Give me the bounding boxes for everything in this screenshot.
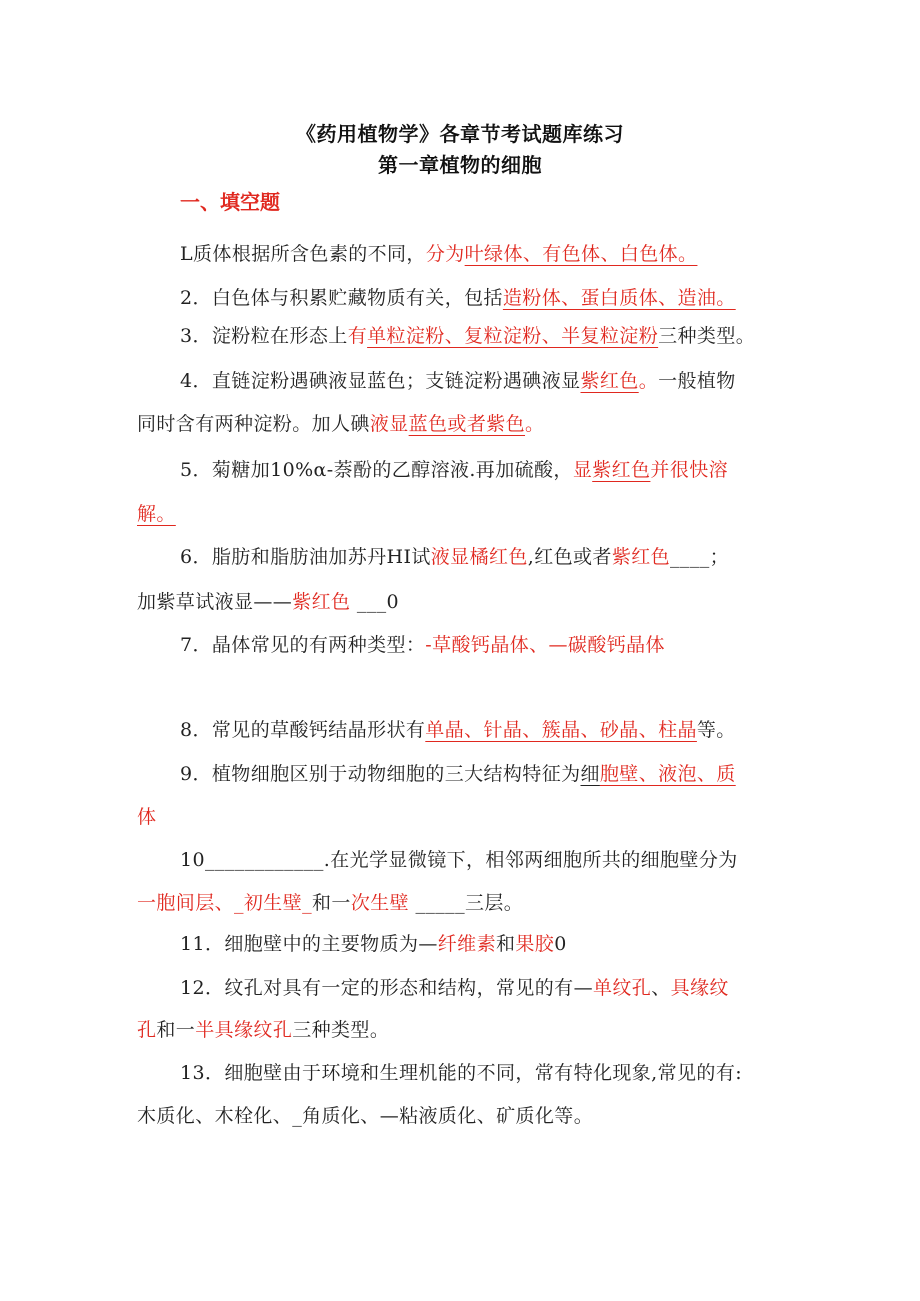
question-text: 三种类型。 — [658, 325, 756, 347]
question-text: 0 — [554, 933, 567, 955]
question-line — [180, 289, 736, 308]
answer-text: 果胶 — [515, 933, 555, 955]
question-line — [180, 721, 736, 740]
question-text: 和 — [495, 933, 516, 955]
question-line — [137, 1021, 389, 1040]
question-text: 三种类型。 — [292, 1019, 390, 1041]
question-text: 木质化、木栓化、_角质化、—粘液质化、矿质化等。 — [137, 1105, 594, 1127]
answer-text: 紫红色 — [292, 591, 351, 613]
question-line — [137, 894, 523, 913]
answer-text: 单晶、针晶、簇晶、砂晶、柱晶 — [425, 719, 697, 741]
question-line — [137, 505, 176, 524]
answer-text: 体 — [137, 806, 157, 828]
question-line — [180, 1064, 742, 1083]
question-text: 细 — [580, 763, 600, 785]
question-line — [180, 979, 729, 998]
question-text: 同时含有两种淀粉。加人碘 — [137, 413, 370, 435]
question-text: ___0 — [350, 591, 400, 613]
question-text: ,红色或者 — [527, 546, 612, 568]
question-text: L质体根据所含色素的不同， — [180, 243, 426, 265]
question-line — [180, 372, 736, 391]
question-line — [180, 548, 729, 567]
question-text: 8．常见的草酸钙结晶形状有 — [180, 719, 426, 741]
answer-text: 分为 — [425, 243, 465, 265]
answer-text: 显 — [572, 459, 593, 481]
question-text: 12．纹孔对具有一定的形态和结构，常见的有— — [180, 977, 593, 999]
question-text: 等。 — [696, 719, 736, 741]
answer-text: 有 — [347, 325, 368, 347]
answer-text: -草酸钙晶体、—碳酸钙晶体 — [425, 634, 665, 656]
question-line — [180, 765, 736, 784]
question-text: 7．晶体常见的有两种类型： — [180, 634, 426, 656]
question-text: 13．细胞壁由于环境和生理机能的不同，常有特化现象,常见的有: — [180, 1062, 743, 1084]
question-text: 和一 — [156, 1019, 196, 1041]
question-text: 5．菊糖加10%α-萘酚的乙醇溶液.再加硫酸， — [180, 459, 573, 481]
question-text: 和一 — [312, 892, 351, 914]
answer-text: 液显橘 — [430, 546, 489, 568]
question-line — [180, 851, 738, 870]
answer-text: 紫红色 — [611, 546, 671, 568]
question-line — [137, 808, 156, 827]
answer-text: 具缘纹 — [670, 977, 729, 999]
document-title: 《药用植物学》各章节考试题库练习 — [296, 122, 624, 146]
answer-text: 半具缘纹孔 — [195, 1019, 293, 1041]
question-text: _____三层。 — [409, 892, 524, 914]
answer-text: 。 — [638, 370, 659, 392]
answer-text: 并很快溶 — [650, 459, 729, 481]
question-text: 2．白色体与积累贮藏物质有关，包括 — [180, 287, 503, 309]
answer-text: 叶绿体、有色体、白色体。 — [464, 243, 698, 265]
question-line — [137, 1107, 593, 1126]
question-text: 4．直链淀粉遇碘液显蓝色；支链淀粉遇碘液显 — [180, 370, 581, 392]
answer-text: 紫红色 — [580, 370, 639, 392]
question-line — [137, 593, 399, 612]
question-text: 加紫草试液显—— — [137, 591, 293, 613]
answer-text: 造粉体、蛋白质体、造油。 — [502, 287, 736, 309]
answer-text: 。 — [525, 413, 545, 435]
answer-text: 液显 — [369, 413, 409, 435]
question-line — [180, 636, 665, 655]
answer-text: 次生壁 — [350, 892, 410, 914]
question-text: 10____________.在光学显微镜下，相邻两细胞所共的细胞壁分为 — [180, 849, 738, 871]
answer-text: 胞壁、液泡、质 — [599, 763, 736, 785]
question-text: 一般植物 — [658, 370, 736, 392]
answer-text: 纤维素 — [437, 933, 496, 955]
question-line — [137, 415, 544, 434]
answer-text: 单纹孔 — [592, 977, 652, 999]
question-text: 3．淀粉粒在形态上 — [180, 325, 348, 347]
section-heading: 一、填空题 — [180, 190, 280, 214]
answer-text: 单粒淀粉、复粒淀粉、半复粒淀粉 — [367, 325, 659, 347]
answer-text: 红色 — [488, 546, 528, 568]
question-text: ____； — [670, 546, 730, 568]
question-line — [180, 327, 755, 346]
question-line — [180, 935, 567, 954]
question-line — [180, 461, 728, 480]
answer-text: 蓝色或者紫色 — [408, 413, 526, 435]
question-text: 11．细胞壁中的主要物质为— — [180, 933, 438, 955]
question-text: 6．脂肪和脂肪油加苏丹HI试 — [180, 546, 431, 568]
answer-text: 一胞间层、_初生壁_ — [137, 892, 313, 914]
chapter-title: 第一章植物的细胞 — [378, 153, 542, 177]
question-text: 、 — [651, 977, 671, 999]
answer-text: 紫红色 — [592, 459, 651, 481]
answer-text: 解。 — [137, 503, 176, 525]
question-text: 9．植物细胞区别于动物细胞的三大结构特征为 — [180, 763, 581, 785]
answer-text: 孔 — [137, 1019, 157, 1041]
question-line — [180, 245, 697, 264]
